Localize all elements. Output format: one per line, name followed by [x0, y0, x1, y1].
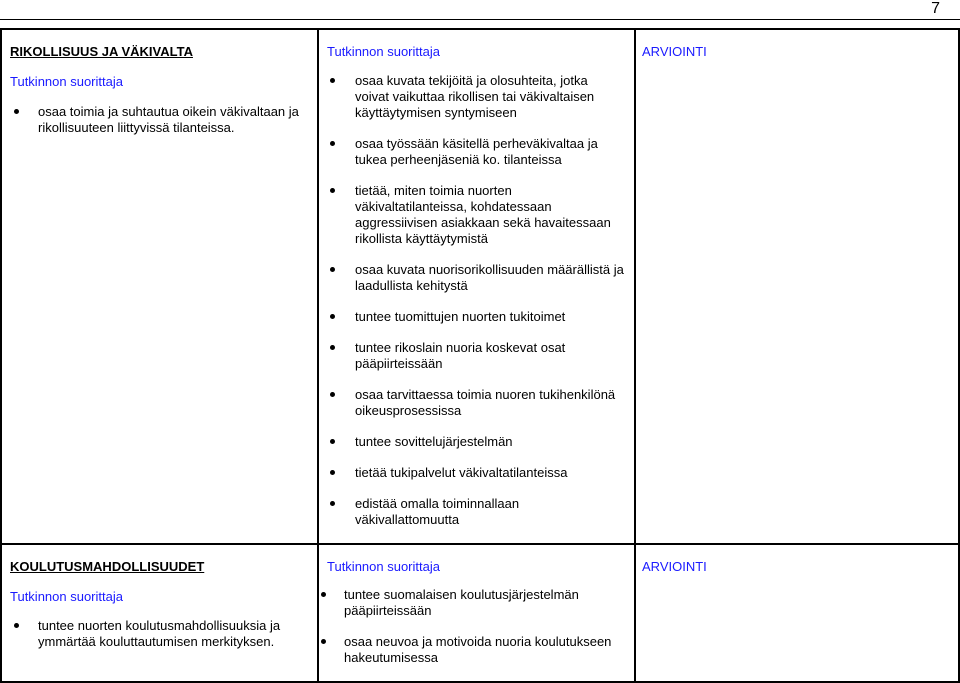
table-row — [1, 544, 959, 682]
section1-middle-cell — [318, 29, 635, 544]
list-item: osaa neuvoa ja motivoida nuoria koulutukseen hakeutumisessa — [319, 634, 624, 666]
list-item: osaa tarvittaessa toimia nuoren tukihenkilönä oikeusprosessissa — [319, 387, 624, 419]
section2-middle-header: Tutkinnon suorittaja — [327, 559, 440, 574]
section2-left-list — [2, 618, 317, 650]
section1-left-list — [2, 104, 317, 136]
list-item: osaa työssään käsitellä perheväkivaltaa ja tukea perheenjäseniä ko. tilanteissa — [319, 136, 624, 168]
list-item: tuntee nuorten koulutusmahdollisuuksia ja ymmärtää kouluttautumisen merkityksen. — [2, 618, 309, 650]
list-item: edistää omalla toiminnallaan väkivallattomuutta — [319, 496, 624, 528]
criteria-table — [0, 28, 960, 683]
section1-right-cell — [635, 29, 959, 544]
section1-subheading: Tutkinnon suorittaja — [10, 74, 123, 89]
section1-title: RIKOLLISUUS JA VÄKIVALTA — [10, 44, 193, 59]
section1-middle-list — [319, 73, 634, 528]
section2-title: KOULUTUSMAHDOLLISUUDET — [10, 559, 205, 574]
list-item: osaa toimia ja suhtautua oikein väkivaltaan ja rikollisuuteen liittyvissä tilanteissa. — [2, 104, 309, 136]
section2-subheading: Tutkinnon suorittaja — [10, 589, 123, 604]
section2-left-cell — [1, 544, 318, 682]
table-row — [1, 29, 959, 544]
list-item: osaa kuvata nuorisorikollisuuden määrällistä ja laadullista kehitystä — [319, 262, 624, 294]
section2-middle-list — [319, 587, 634, 666]
header-rule — [0, 19, 960, 20]
list-item: tuntee tuomittujen nuorten tukitoimet — [319, 309, 624, 325]
list-item: tietää tukipalvelut väkivaltatilanteissa — [319, 465, 624, 481]
section2-middle-cell — [318, 544, 635, 682]
section2-assessment-header: ARVIOINTI — [642, 559, 707, 574]
section1-middle-header: Tutkinnon suorittaja — [327, 44, 440, 59]
section1-left-cell — [1, 29, 318, 544]
section2-right-cell — [635, 544, 959, 682]
list-item: osaa kuvata tekijöitä ja olosuhteita, jotka voivat vaikuttaa rikollisen tai väkivaltaisen käyttäytymisen syntymiseen — [319, 73, 624, 121]
list-item: tuntee sovittelujärjestelmän — [319, 434, 624, 450]
list-item: tietää, miten toimia nuorten väkivaltatilanteissa, kohdatessaan aggressiivisen asiakkaan sekä havaitessaan rikollista käyttäytymistä — [319, 183, 624, 247]
list-item: tuntee rikoslain nuoria koskevat osat pääpiirteissään — [319, 340, 624, 372]
list-item: tuntee suomalaisen koulutusjärjestelmän pääpiirteissään — [319, 587, 624, 619]
section1-assessment-header: ARVIOINTI — [642, 44, 707, 59]
page-number: 7 — [931, 0, 940, 17]
